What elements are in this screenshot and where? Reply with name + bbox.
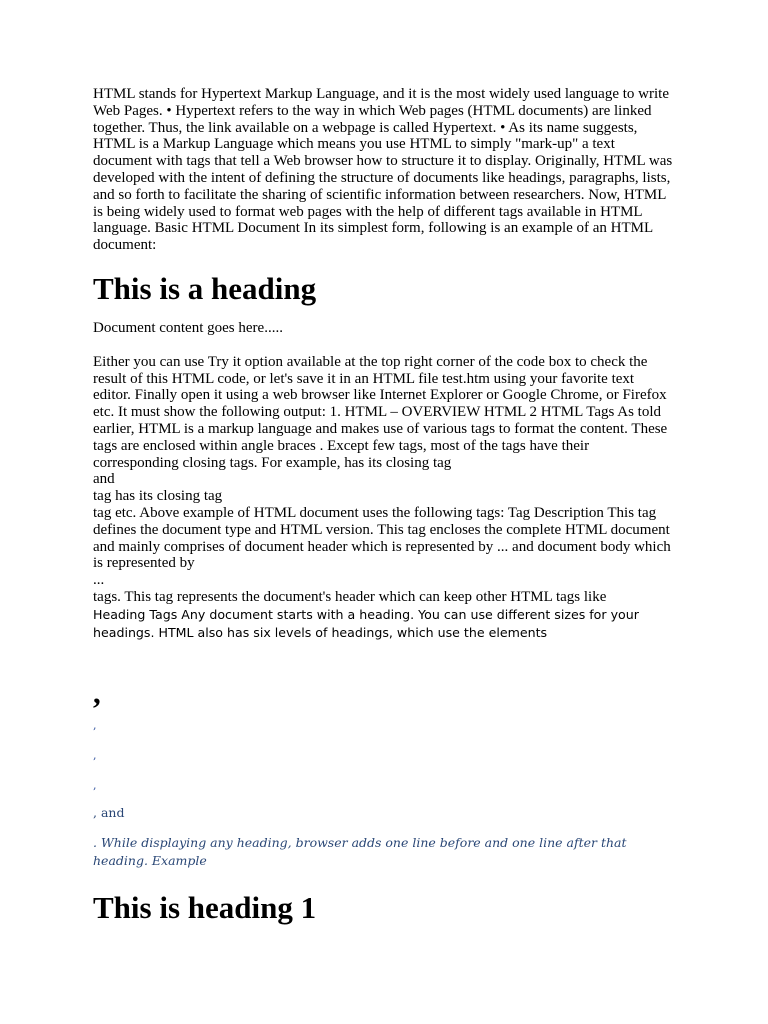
small-comma-3: ,: [93, 778, 97, 792]
heading-this-is-heading-1: This is heading 1: [93, 889, 317, 925]
document-page: [93, 86, 673, 926]
small-comma-1: ,: [93, 718, 97, 732]
ellipsis-line: ...: [93, 572, 105, 589]
comma-and-line: , and: [93, 804, 125, 820]
large-comma: ,: [93, 674, 101, 710]
closing-tag-line: tag has its closing tag: [93, 488, 223, 505]
small-comma-2: ,: [93, 748, 97, 762]
heading-example-note: . While displaying any heading, browser adds one line before and one line after that heading. Example: [93, 834, 627, 868]
tag-description-paragraph: tag etc. Above example of HTML document uses the following tags: Tag Description This tag defines the document type and HTML version. This tag encloses the complete HTML document and mainly comprises of document header which is represented by ... and document body which is represented by: [93, 504, 671, 572]
try-it-paragraph: Either you can use Try it option available at the top right corner of the code box to check the result of this HTML code, or let's save it in an HTML file test.htm using your favorite text editor. Finally open it using a web browser like Internet Explorer or Google Chrome, or Firefox etc. It must show the following output: 1. HTML – OVERVIEW HTML 2 HTML Tags As told earlier, HTML is a markup language and makes use of various tags to format the content. These tags are enclosed within angle braces . Except few tags, most of the tags have their corresponding closing tags. For example, has its closing tag: [93, 353, 668, 471]
intro-paragraph: HTML stands for Hypertext Markup Language, and it is the most widely used language to write Web Pages. • Hypertext refers to the way in which Web pages (HTML documents) are linked together. Thus, the link available on a webpage is called Hypertext. • As its name suggests, HTML is a Markup Language which means you use HTML to simply "mark-up" a text document with tags that tell a Web browser how to structure it to display. Originally, HTML was developed with the intent of defining the structure of documents like headings, paragraphs, lists, and so forth to facilitate the sharing of scientific information between researchers. Now, HTML is being widely used to format web pages with the help of different tags available in HTML language. Basic HTML Document In its simplest form, following is an example of an HTML document:: [93, 86, 673, 254]
and-line: and: [93, 471, 115, 488]
heading-tags-paragraph: Heading Tags Any document starts with a heading. You can use different sizes for your headings. HTML also has six levels of headings, which use the elements: [93, 606, 639, 640]
document-content-line: Document content goes here.....: [93, 319, 283, 336]
header-tags-line: tags. This tag represents the document's header which can keep other HTML tags like: [93, 588, 607, 605]
heading-this-is-a-heading: This is a heading: [93, 270, 317, 306]
